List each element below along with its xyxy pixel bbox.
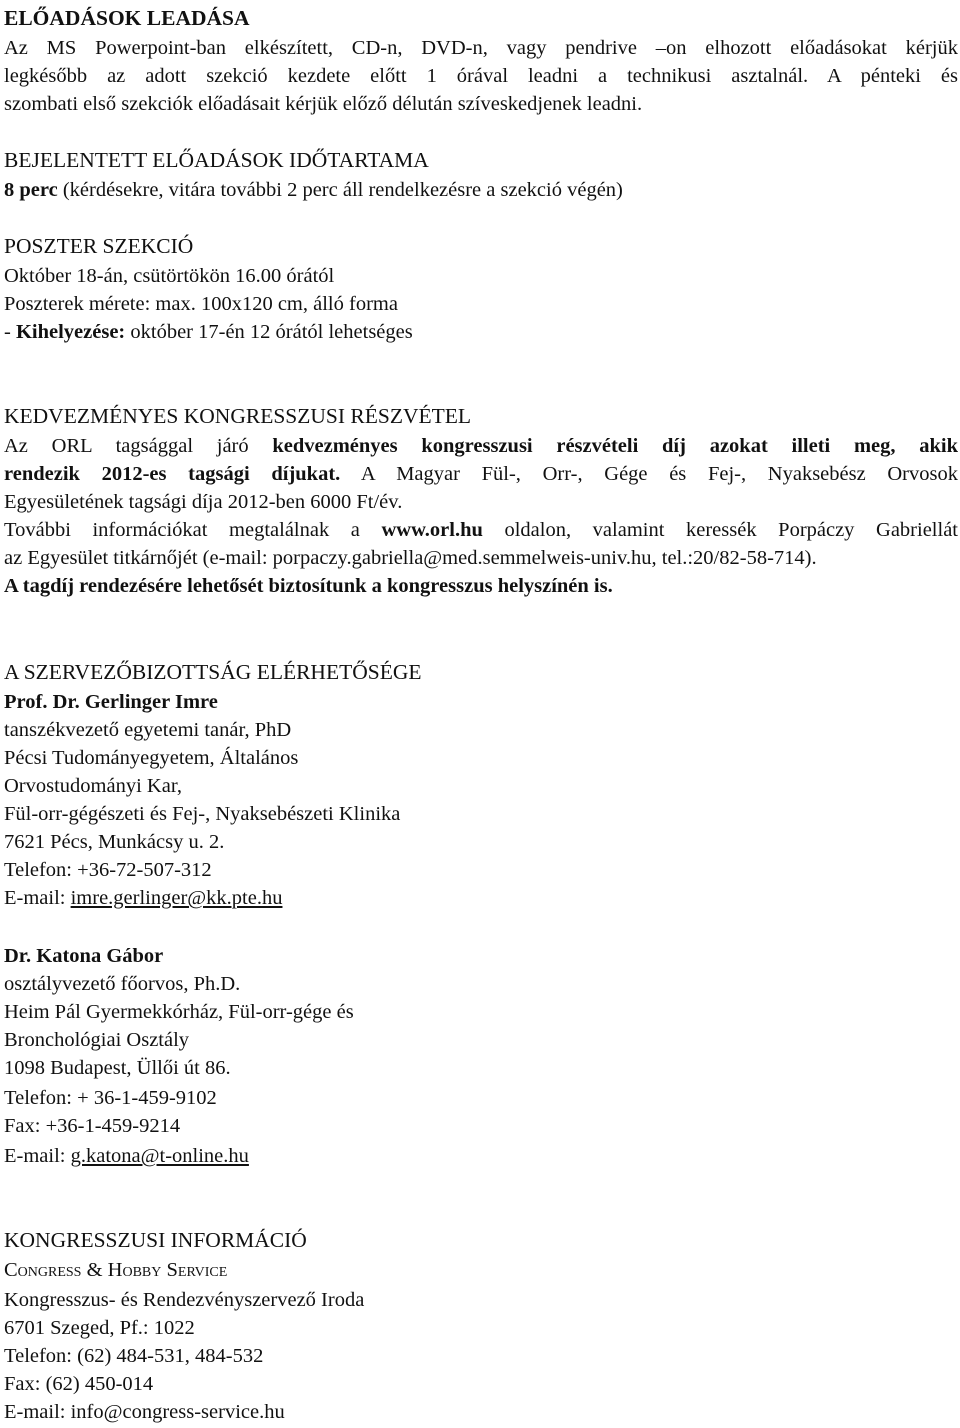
section-title-leadas: ELŐADÁSOK LEADÁSA [4, 6, 250, 30]
contact-detail: Bronchológiai Osztály [4, 1029, 190, 1051]
contact-detail: Heim Pál Gyermekkórház, Fül-orr-gége és [4, 1001, 354, 1023]
section-title-idotartam: BEJELENTETT ELŐADÁSOK IDŐTARTAMA [4, 148, 429, 172]
poster-setup-label: Kihelyezése: [15, 321, 126, 343]
paragraph-line: az Egyesület titkárnőjét (e-mail: porpaczy.gabriella@med.semmelweis-univ.hu, tel.:20/82-58-714). [4, 547, 817, 569]
section-title-poszter: POSZTER SZEKCIÓ [4, 234, 194, 258]
website-link[interactable]: www.orl.hu [381, 519, 483, 541]
company-name: Congress & Hobby Service [4, 1259, 228, 1281]
section-title-szervezo: A SZERVEZŐBIZOTTSÁG ELÉRHETŐSÉGE [4, 660, 422, 684]
info-email: E-mail: info@congress-service.hu [4, 1401, 285, 1423]
contact-email-line: E-mail: imre.gerlinger@kk.pte.hu [4, 887, 283, 909]
info-detail: 6701 Szeged, Pf.: 1022 [4, 1317, 195, 1339]
paragraph-line: Az MS Powerpoint-ban elkészített, CD-n, DVD-n, vagy pendrive –on elhozott előadásokat kérjük [4, 37, 958, 59]
contact-detail: Fül-orr-gégészeti és Fej-, Nyaksebészeti Klinika [4, 803, 401, 825]
info-fax: Fax: (62) 450-014 [4, 1373, 154, 1395]
contact-name: Dr. Katona Gábor [4, 945, 164, 967]
contact-detail: 7621 Pécs, Munkácsy u. 2. [4, 831, 225, 853]
poster-size: Poszterek mérete: max. 100x120 cm, álló forma [4, 293, 398, 315]
contact-detail: tanszékvezető egyetemi tanár, PhD [4, 719, 292, 741]
paragraph-line: legkésőbb az adott szekció kezdete előtt 1 órával leadni a technikusi asztalnál. A pénteki és [4, 65, 958, 87]
poster-date: Október 18-án, csütörtökön 16.00 órától [4, 265, 335, 287]
paragraph-line: További információkat megtalálnak a www.orl.hu oldalon, valamint keressék Porpáczy Gabriellát [4, 519, 958, 541]
section-title-kedvezmeny: KEDVEZMÉNYES KONGRESSZUSI RÉSZVÉTEL [4, 404, 472, 428]
section-title-info: KONGRESSZUSI INFORMÁCIÓ [4, 1228, 307, 1252]
info-phone: Telefon: (62) 484-531, 484-532 [4, 1345, 264, 1367]
contact-detail: osztályvezető főorvos, Ph.D. [4, 973, 241, 995]
contact-phone: Telefon: +36-72-507-312 [4, 859, 212, 881]
contact-detail: 1098 Budapest, Üllői út 86. [4, 1057, 231, 1079]
poster-setup: - Kihelyezése: október 17-én 12 órától lehetséges [4, 321, 413, 343]
email-link[interactable]: imre.gerlinger@kk.pte.hu [70, 887, 283, 909]
duration-note: (kérdésekre, vitára további 2 perc áll rendelkezésre a szekció végén) [57, 179, 623, 201]
contact-phone: Telefon: + 36-1-459-9102 [4, 1087, 217, 1109]
paragraph-line: Egyesületének tagsági díja 2012-ben 6000 Ft/év. [4, 491, 403, 513]
contact-email-line: E-mail: g.katona@t-online.hu [4, 1145, 249, 1167]
duration-value: 8 perc [4, 179, 58, 201]
paragraph-line-emphasis: A tagdíj rendezésére lehetősét biztosítunk a kongresszus helyszínén is. [4, 575, 613, 597]
paragraph-line: rendezik 2012-es tagsági díjukat. A Magyar Fül-, Orr-, Gége és Fej-, Nyaksebész Orvosok [4, 463, 958, 485]
paragraph-line: Az ORL tagsággal járó kedvezményes kongresszusi részvételi díj azokat illeti meg, akik [4, 435, 958, 457]
contact-fax: Fax: +36-1-459-9214 [4, 1115, 181, 1137]
contact-name: Prof. Dr. Gerlinger Imre [4, 691, 218, 713]
contact-detail: Orvostudományi Kar, [4, 775, 182, 797]
contact-detail: Pécsi Tudományegyetem, Általános [4, 747, 299, 769]
paragraph-line: szombati első szekciók előadásait kérjük előző délután szíveskedjenek leadni. [4, 93, 643, 115]
email-link[interactable]: g.katona@t-online.hu [70, 1145, 249, 1167]
info-detail: Kongresszus- és Rendezvényszervező Iroda [4, 1289, 365, 1311]
duration-line [4, 176, 958, 204]
